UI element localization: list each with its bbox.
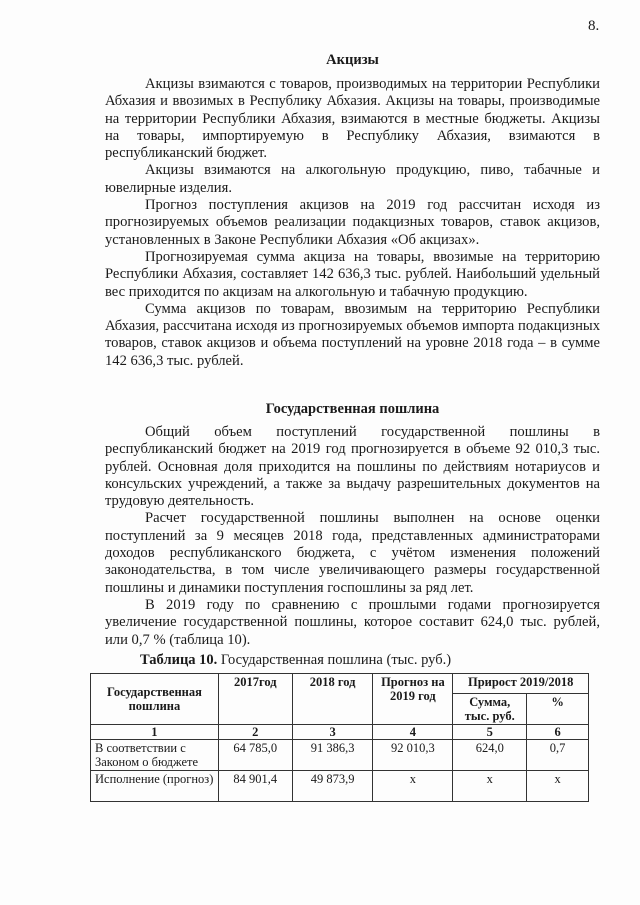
row-label: Исполнение (прогноз)	[91, 771, 219, 802]
header-2018: 2018 год	[292, 674, 373, 725]
header-2017: 2017год	[218, 674, 292, 725]
column-number-row	[91, 725, 589, 740]
paragraph: Расчет государственной пошлины выполнен на основе оценки поступлений за 9 месяцев 2018 года, представленных администраторами доходов республиканского бюджета, с учётом изменения положений законодательства, в том числе увеличивающего размеры государственной пошлины и динамики поступления госпошлины за ряд лет.	[105, 510, 600, 596]
header-forecast: Прогноз на 2019 год	[373, 674, 453, 725]
table-row	[91, 771, 589, 802]
cell: x	[373, 771, 453, 802]
paragraph: Прогноз поступления акцизов на 2019 год рассчитан исходя из прогнозируемых объемов реализации подакцизных товаров, ставок акцизов, установленных в Законе Республики Абхазия «Об акцизах».	[105, 197, 600, 248]
col-number: 3	[292, 725, 373, 740]
cell: 64 785,0	[218, 740, 292, 771]
cell: x	[453, 771, 527, 802]
state-duty-table	[90, 673, 589, 802]
cell: 84 901,4	[218, 771, 292, 802]
cell: 49 873,9	[292, 771, 373, 802]
section-excise-body	[105, 76, 600, 370]
section-title-excise: Акцизы	[326, 52, 379, 68]
header-pct: %	[527, 694, 589, 725]
col-number: 4	[373, 725, 453, 740]
table-number: Таблица 10.	[140, 652, 218, 668]
paragraph: Общий объем поступлений государственной пошлины в республиканский бюджет на 2019 год прогнозируется в объеме 92 010,3 тыс. рублей. Основная доля приходится на пошлины по действиям нотариусов и консульских учреждений, а также за выдачу разрешительных документов на трудовую деятельность.	[105, 424, 600, 510]
table-caption	[140, 652, 451, 669]
col-number: 2	[218, 725, 292, 740]
section-state-duty-body	[105, 424, 600, 649]
paragraph: Сумма акцизов по товарам, ввозимым на территорию Республики Абхазия, рассчитана исходя из прогнозируемых объемов импорта подакцизных товаров, ставок акцизов и объема поступлений на уровне 2018 года – в сумме 142 636,3 тыс. рублей.	[105, 300, 600, 369]
col-number: 6	[527, 725, 589, 740]
page-number: 8.	[588, 18, 600, 34]
section-title-state-duty: Государственная пошлина	[265, 401, 440, 417]
paragraph: Акцизы взимаются с товаров, производимых на территории Республики Абхазия и ввозимых в Республику Абхазия. Акцизы на товары, производимые на территории Республики Абхазия, взимаются в местные бюджеты. Акцизы на товары, импортируемую в Республику Абхазия, взимаются в республиканский бюджет.	[105, 76, 600, 162]
header-growth: Прирост 2019/2018	[453, 674, 589, 694]
table-title: Государственная пошлина (тыс. руб.)	[217, 652, 452, 668]
cell: 92 010,3	[373, 740, 453, 771]
paragraph: Прогнозируемая сумма акциза на товары, ввозимые на территорию Республики Абхазия, составляет 142 636,3 тыс. рублей. Наибольший удельный вес приходится по акцизам на алкогольную и табачную продукцию.	[105, 248, 600, 300]
cell: x	[527, 771, 589, 802]
col-number: 1	[91, 725, 219, 740]
paragraph: В 2019 году по сравнению с прошлыми годами прогнозируется увеличение государственной пошлины, которое составит 624,0 тыс. рублей, или 0,7 % (таблица 10).	[105, 596, 600, 648]
row-label: В соответствии с Законом о бюджете	[91, 740, 219, 771]
cell: 91 386,3	[292, 740, 373, 771]
table-row	[91, 740, 589, 771]
header-sum: Сумма, тыс. руб.	[453, 694, 527, 725]
header-name: Государственная пошлина	[91, 674, 219, 725]
paragraph: Акцизы взимаются на алкогольную продукцию, пиво, табачные и ювелирные изделия.	[105, 162, 600, 196]
col-number: 5	[453, 725, 527, 740]
cell: 0,7	[527, 740, 589, 771]
cell: 624,0	[453, 740, 527, 771]
